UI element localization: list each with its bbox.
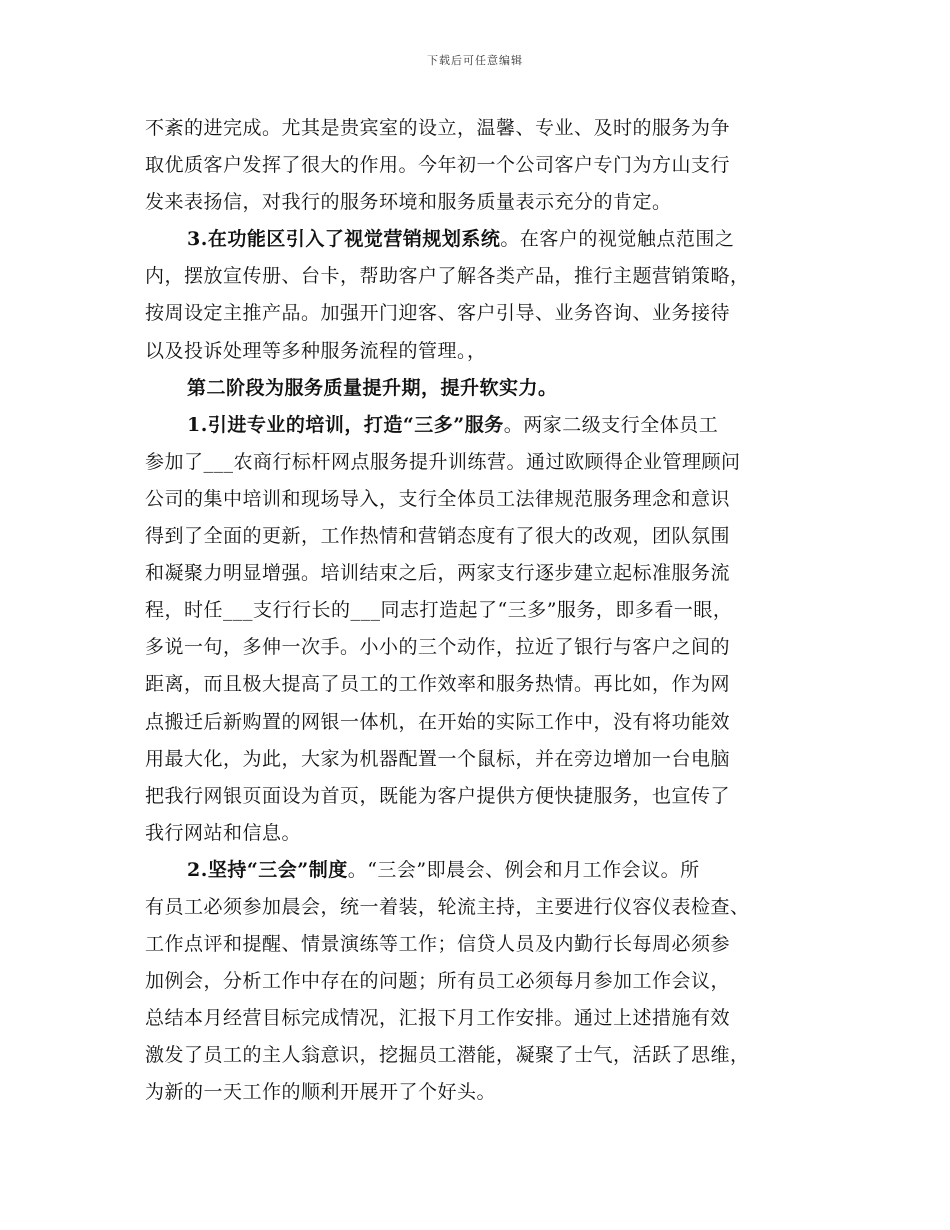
line-text: 取优质客户发挥了很大的作用。今年初一个公司客户专门为方山支行	[145, 154, 731, 177]
text-line	[145, 852, 810, 889]
text-line	[145, 1037, 810, 1074]
text-line	[145, 741, 810, 778]
text-line	[145, 481, 810, 518]
line-text: 多说一句，多伸一次手。小小的三个动作，拉近了银行与客户之间的	[145, 636, 731, 659]
line-text: 发来表扬信，对我行的服务环境和服务质量表示充分的肯定。	[145, 191, 672, 214]
page-header: 下载后可任意编辑	[427, 54, 523, 67]
line-text: 和凝聚力明显增强。培训结束之后，两家支行逐步建立起标准服务流	[145, 562, 731, 585]
text-line	[145, 666, 810, 703]
text-line	[145, 778, 810, 815]
line-heading: 2.坚持“三会”制度	[187, 858, 348, 881]
line-heading: 第二阶段为服务质量提升期，提升软实力。	[187, 376, 558, 399]
line-text: 工作点评和提醒、情景演练等工作；信贷人员及内勤行长每周必须参	[145, 933, 731, 956]
line-text: 。在客户的视觉触点范围之	[500, 228, 735, 251]
line-text: 有员工必须参加晨会，统一着装，轮流主持，主要进行仪容仪表检查、	[145, 895, 750, 918]
line-text: 内，摆放宣传册、台卡，帮助客户了解各类产品，推行主题营销策略，	[145, 265, 750, 288]
text-line	[145, 926, 810, 963]
text-line	[145, 110, 810, 147]
line-text: 加例会，分析工作中存在的问题；所有员工必须每月参加工作会议，	[145, 970, 731, 993]
line-text: 以及投诉处理等多种服务流程的管理。，	[145, 339, 487, 362]
text-line	[145, 1000, 810, 1037]
line-text: 为新的一天工作的顺利开展开了个好头。	[145, 1081, 497, 1104]
text-line	[145, 815, 810, 852]
line-text: 程，时任___支行行长的___同志打造起了“三多”服务，即多看一眼，	[145, 599, 733, 622]
line-text: 总结本月经营目标完成情况，汇报下月工作安排。通过上述措施有效	[145, 1007, 731, 1030]
text-line	[145, 444, 810, 481]
text-line	[145, 629, 810, 666]
line-text: 参加了___农商行标杆网点服务提升训练营。通过欧顾得企业管理顾问	[145, 450, 741, 473]
text-line	[145, 963, 810, 1000]
line-text: 公司的集中培训和现场导入，支行全体员工法律规范服务理念和意识	[145, 487, 731, 510]
line-text: 。“三会”即晨会、例会和月工作会议。所	[347, 858, 700, 881]
line-text: 得到了全面的更新，工作热情和营销态度有了很大的改观，团队氛围	[145, 525, 731, 548]
text-line	[145, 889, 810, 926]
text-line	[145, 184, 810, 221]
text-line	[145, 295, 810, 332]
line-text: 按周设定主推产品。加强开门迎客、客户引导、业务咨询、业务接待	[145, 302, 731, 325]
line-text: 距离，而且极大提高了员工的工作效率和服务热情。再比如，作为网	[145, 673, 731, 696]
document-body	[145, 110, 810, 1112]
text-line	[145, 518, 810, 555]
text-line	[145, 592, 810, 629]
text-line	[145, 1074, 810, 1111]
text-line	[145, 407, 810, 444]
line-text: 点搬迁后新购置的网银一体机，在开始的实际工作中，没有将功能效	[145, 710, 731, 733]
line-text: 不紊的进完成。尤其是贵宾室的设立，温馨、专业、及时的服务为争	[145, 117, 731, 139]
text-line	[145, 370, 810, 407]
line-text: 把我行网银页面设为首页，既能为客户提供方便快捷服务，也宣传了	[145, 784, 731, 807]
line-heading: 1.引进专业的培训，打造“三多”服务	[187, 413, 504, 436]
text-line	[145, 258, 810, 295]
line-heading: 3.在功能区引入了视觉营销规划系统	[187, 228, 501, 251]
text-line	[145, 221, 810, 258]
line-text: 我行网站和信息。	[145, 821, 302, 844]
text-line	[145, 333, 810, 370]
text-line	[145, 147, 810, 184]
line-text: 用最大化，为此，大家为机器配置一个鼠标，并在旁边增加一台电脑	[145, 747, 731, 770]
line-text: 。两家二级支行全体员工	[503, 413, 719, 436]
line-text: 激发了员工的主人翁意识，挖掘员工潜能，凝聚了士气，活跃了思维，	[145, 1044, 750, 1067]
text-line	[145, 555, 810, 592]
text-line	[145, 704, 810, 741]
